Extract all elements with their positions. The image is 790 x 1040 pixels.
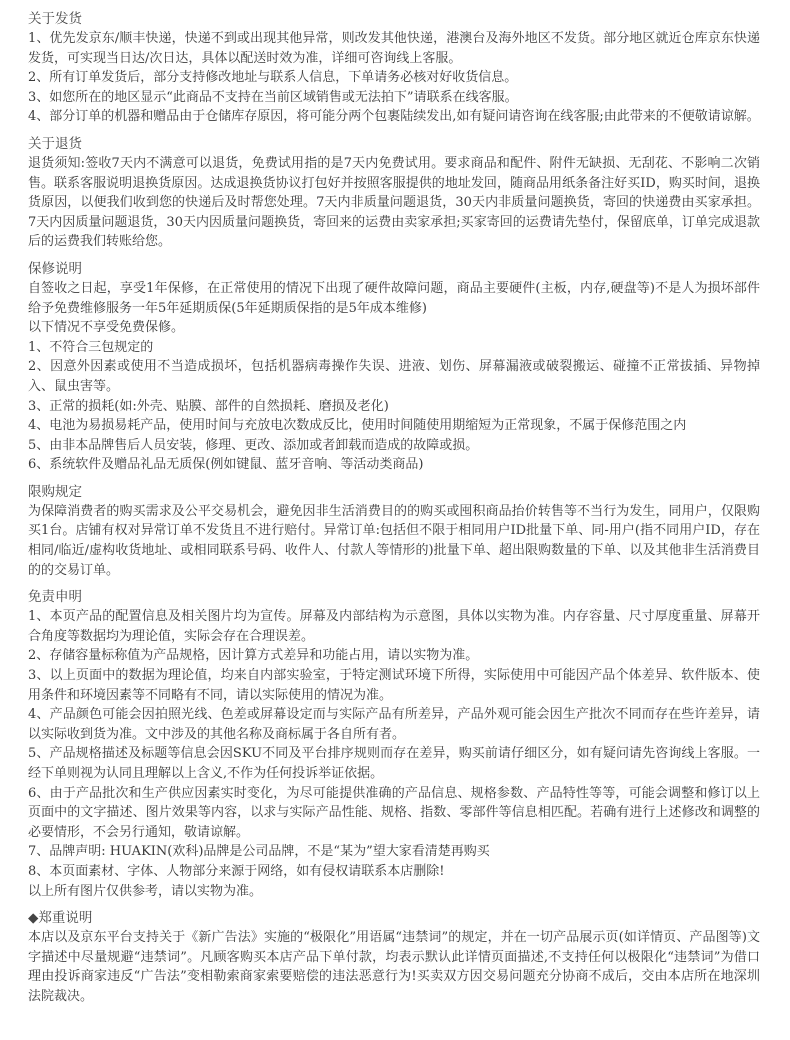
disclaimer-item-5: 5、产品规格描述及标题等信息会因SKU不同及平台排序规则而存在差异，购买前请仔细区分，如有疑问请先咨询线上客服。一经下单则视为认同且理解以上含义,不作为任何投诉举证依据。 [28, 746, 760, 781]
warranty-intro: 自签收之日起，享受1年保修，在正常使用的情况下出现了硬件故障问题，商品主要硬件(主板，内存,硬盘等)不是人为损坏部件给予免费维修服务一年5年延期质保(5年延期质保指的是5年成本维修) [28, 280, 760, 316]
warranty-item-2: 2、因意外因素或使用不当造成损坏，包括机器病毒操作失误、进液、划伤、屏幕漏液或破裂搬运、碰撞不正常拔插、异物掉入、鼠虫害等。 [28, 359, 760, 394]
disclaimer-item-4: 4、产品颜色可能会因拍照光线、色差或屏幕设定而与实际产品有所差异，产品外观可能会因生产批次不同而存在些许差异，请以实际收到货为准。文中涉及的其他名称及商标属于各自所有者。 [28, 707, 760, 742]
disclaimer-item-2: 2、存储容量标称值为产品规格，因计算方式差异和功能占用，请以实物为准。 [28, 648, 479, 664]
shipping-item-2: 2、所有订单发货后，部分支持修改地址与联系人信息，下单请务必核对好收货信息。 [28, 70, 518, 86]
warranty-item-6: 6、系统软件及赠品礼品无质保(例如键鼠、蓝牙音响、等活动类商品) [28, 457, 424, 473]
shipping-item-3: 3、如您所在的地区显示“此商品不支持在当前区域销售或无法拍下”请联系在线客服。 [28, 89, 518, 105]
disclaimer-item-1: 1、本页产品的配置信息及相关图片均为宣传。屏幕及内部结构为示意图，具体以实物为准。内存容量、尺寸厚度重量、屏幕开合角度等数据均为理论值，实际会存在合理误差。 [28, 609, 760, 644]
return-heading: 关于退货 [28, 135, 82, 152]
solemn-statement-heading: ◆郑重说明 [28, 910, 93, 927]
disclaimer-item-7: 7、品牌声明: HUAKIN(欢科)品牌是公司品牌，不是“某为”望大家看清楚再购买 [28, 844, 490, 860]
disclaimer-footnote: 以上所有图片仅供参考，请以实物为准。 [28, 883, 263, 899]
warranty-item-3: 3、正常的损耗(如:外壳、贴膜、部件的自然损耗、磨损及老化) [28, 398, 389, 414]
warranty-heading: 保修说明 [28, 260, 82, 277]
solemn-statement-text: 本店以及京东平台支持关于《新广告法》实施的“极限化”用语属“违禁词”的规定，并在一切产品展示页(如详情页、产品图等)文字描述中尽量规避“违禁词”。凡顾客购买本店产品下单付款，均表示默认此详情页面描述,不支持任何以极限化“违禁词”为借口理由投诉商家违反“广告法”变相勒索商家索要赔偿的违法恶意行为!买卖双方因交易问题充分协商不成后，交由本店所在地深圳法院裁决。 [28, 930, 760, 1004]
disclaimer-item-3: 3、以上页面中的数据为理论值，均来自内部实验室，于特定测试环境下所得，实际使用中可能因产品个体差异、软件版本、使用条件和环境因素等不同略有不同，请以实际使用的情况为准。 [28, 668, 760, 703]
disclaimer-section [28, 588, 760, 901]
shipping-section [28, 10, 760, 127]
solemn-statement-section [28, 909, 760, 1006]
shipping-heading: 关于发货 [28, 11, 82, 27]
warranty-item-4: 4、电池为易损易耗产品，使用时间与充放电次数成反比，使用时间随使用期缩短为正常现象，不属于保修范围之内 [28, 418, 687, 434]
warranty-item-5: 5、由非本品牌售后人员安装，修理、更改、添加或者卸载而造成的故障或损。 [28, 437, 479, 453]
shipping-item-4: 4、部分订单的机器和赠品由于仓储库存原因，将可能分两个包裹陆续发出,如有疑问请咨询在线客服;由此带来的不便敬请谅解。 [28, 109, 760, 125]
warranty-item-1: 1、不符合三包规定的 [28, 339, 154, 355]
disclaimer-item-6: 6、由于产品批次和生产供应因素实时变化，为尽可能提供准确的产品信息、规格参数、产品特性等等，可能会调整和修订以上页面中的文字描述、图片效果等内容，以求与实际产品性能、规格、指数、零部件等信息相匹配。若确有进行上述修改和调整的必要情形，不会另行通知，敬请谅解。 [28, 785, 760, 840]
warranty-exclusion-intro: 以下情况不享受免费保修。 [28, 320, 185, 336]
return-section [28, 135, 760, 252]
shipping-item-1: 1、优先发京东/顺丰快递，快递不到或出现其他异常，则改发其他快递，港澳台及海外地区不发货。部分地区就近仓库京东快递发货，可实现当日达/次日达，具体以配送时效为准，详细可咨询线上客服。 [28, 31, 760, 66]
purchase-limit-text: 为保障消费者的购买需求及公平交易机会，避免因非生活消费目的的购买或囤积商品抬价转售等不当行为发生，同用户，仅限购买1台。店铺有权对异常订单不发货且不进行赔付。异常订单:包括但不限于相同用户ID批量下单、同-用户(指不同用户ID，存在相同/临近/虚构收货地址、或相同联系号码、收件人、付款人等情形的)批量下单、超出限购数量的下单、以及其他非生活消费目的的交易订单。 [28, 503, 760, 578]
purchase-limit-heading: 限购规定 [28, 483, 82, 500]
disclaimer-heading: 免责申明 [28, 589, 82, 606]
return-notice: 退货须知:签收7天内不满意可以退货，免费试用指的是7天内免费试用。要求商品和配件、附件无缺损、无刮花、不影响二次销售。联系客服说明退换货原因。达成退换货协议打包好并按照客服提供的地址发回，随商品用纸条备注好买ID，购买时间，退换货原因，以便我们收到您的快递后及时帮您处理。7天内非质量问题退货，30天内非质量问题换货，寄回的快递费由买家承担。7天内因质量问题退货，30天内因质量问题换货，寄回来的运费由卖家承担;买家寄回的运费请先垫付，保留底单，订单完成退款后的运费我们转账给您。 [28, 155, 760, 250]
purchase-limit-section [28, 483, 760, 580]
warranty-section [28, 260, 760, 475]
disclaimer-item-8: 8、本页面素材、字体、人物部分来源于网络，如有侵权请联系本店删除! [28, 863, 445, 879]
